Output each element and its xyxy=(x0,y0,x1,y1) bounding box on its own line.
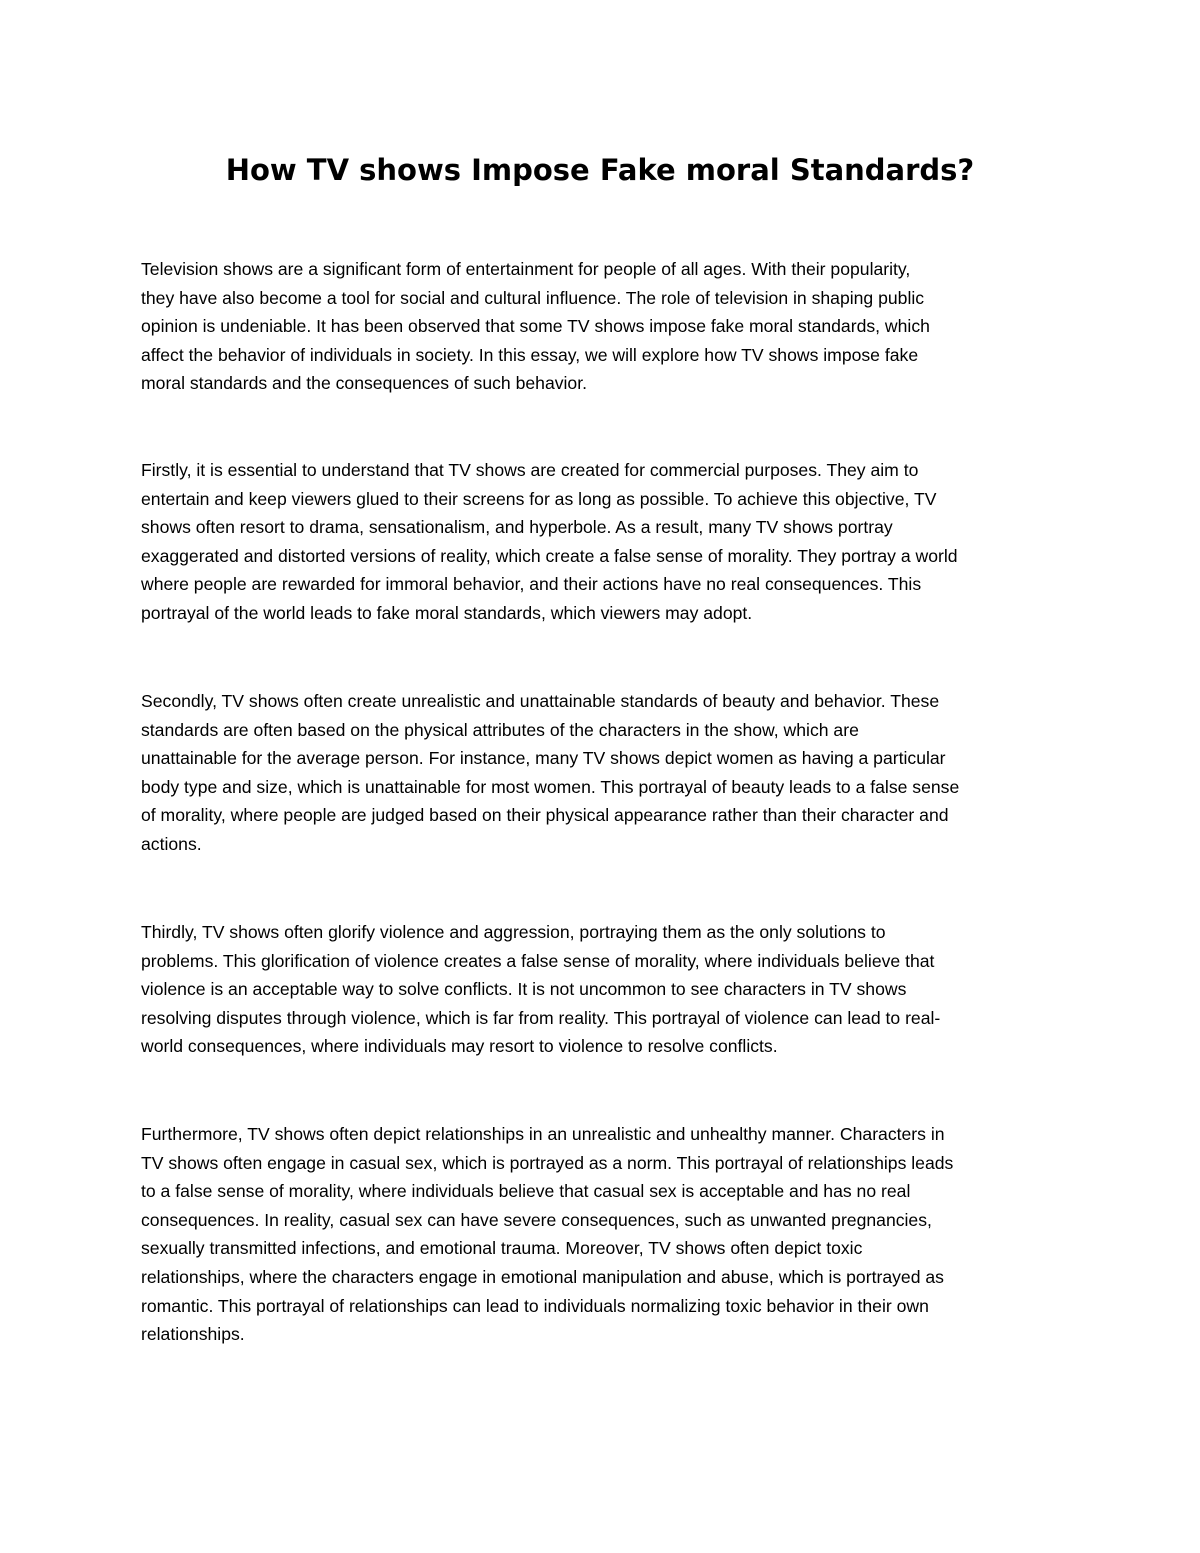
paragraph-line: consequences. In reality, casual sex can have severe consequences, such as unwanted pregnancies, xyxy=(141,1209,932,1230)
paragraph-line: TV shows often engage in casual sex, which is portrayed as a norm. This portrayal of relationships leads xyxy=(141,1152,954,1173)
paragraph-line: relationships. xyxy=(141,1324,245,1345)
paragraph-line: standards are often based on the physical attributes of the characters in the show, which are xyxy=(141,719,859,740)
paragraph-line: sexually transmitted infections, and emotional trauma. Moreover, TV shows often depict toxic xyxy=(141,1238,863,1259)
paragraph-line: actions. xyxy=(141,833,202,854)
paragraph-secondly xyxy=(141,687,1063,859)
paragraph-line: problems. This glorification of violence creates a false sense of morality, where individuals believe that xyxy=(141,950,935,971)
paragraph-line: exaggerated and distorted versions of reality, which create a false sense of morality. They portray a world xyxy=(141,545,958,566)
paragraph-line: body type and size, which is unattainable for most women. This portrayal of beauty leads to a false sense xyxy=(141,776,960,797)
paragraph-line: affect the behavior of individuals in society. In this essay, we will explore how TV shows impose fake xyxy=(141,344,919,365)
paragraph-furthermore xyxy=(141,1120,1063,1349)
paragraph-firstly xyxy=(141,456,1063,628)
paragraph-line: Secondly, TV shows often create unrealistic and unattainable standards of beauty and behavior. These xyxy=(141,691,940,711)
paragraph-line: relationships, where the characters engage in emotional manipulation and abuse, which is portrayed as xyxy=(141,1266,944,1287)
paragraph-line: shows often resort to drama, sensationalism, and hyperbole. As a result, many TV shows portray xyxy=(141,517,893,538)
paragraph-line: world consequences, where individuals may resort to violence to resolve conflicts. xyxy=(141,1036,778,1057)
paragraph-line: to a false sense of morality, where individuals believe that casual sex is acceptable and has no real xyxy=(141,1181,911,1202)
paragraph-line: they have also become a tool for social and cultural influence. The role of television in shaping public xyxy=(141,287,925,308)
paragraph-line: portrayal of the world leads to fake moral standards, which viewers may adopt. xyxy=(141,602,753,623)
paragraph-line: Thirdly, TV shows often glorify violence and aggression, portraying them as the only solutions to xyxy=(141,922,886,942)
paragraph-line: Furthermore, TV shows often depict relationships in an unrealistic and unhealthy manner. Characters in xyxy=(141,1124,945,1144)
paragraph-line: Television shows are a significant form of entertainment for people of all ages. With their popularity, xyxy=(141,259,911,279)
paragraph-line: opinion is undeniable. It has been observed that some TV shows impose fake moral standards, which xyxy=(141,316,930,337)
paragraph-introduction xyxy=(141,255,1063,398)
paragraph-line: violence is an acceptable way to solve conflicts. It is not uncommon to see characters in TV shows xyxy=(141,979,907,1000)
paragraph-thirdly xyxy=(141,918,1063,1061)
paragraph-line: resolving disputes through violence, which is far from reality. This portrayal of violence can lead to real- xyxy=(141,1007,941,1028)
page-title: How TV shows Impose Fake moral Standards? xyxy=(225,153,975,187)
paragraph-line: where people are rewarded for immoral behavior, and their actions have no real consequences. This xyxy=(141,574,922,595)
paragraph-line: romantic. This portrayal of relationships can lead to individuals normalizing toxic behavior in their own xyxy=(141,1295,929,1316)
paragraph-line: moral standards and the consequences of such behavior. xyxy=(141,373,587,394)
paragraph-line: Firstly, it is essential to understand that TV shows are created for commercial purposes. They aim to xyxy=(141,460,919,480)
paragraph-line: unattainable for the average person. For instance, many TV shows depict women as having a particular xyxy=(141,748,946,769)
paragraph-line: of morality, where people are judged based on their physical appearance rather than their character and xyxy=(141,805,949,826)
paragraph-line: entertain and keep viewers glued to their screens for as long as possible. To achieve this objective, TV xyxy=(141,488,937,509)
